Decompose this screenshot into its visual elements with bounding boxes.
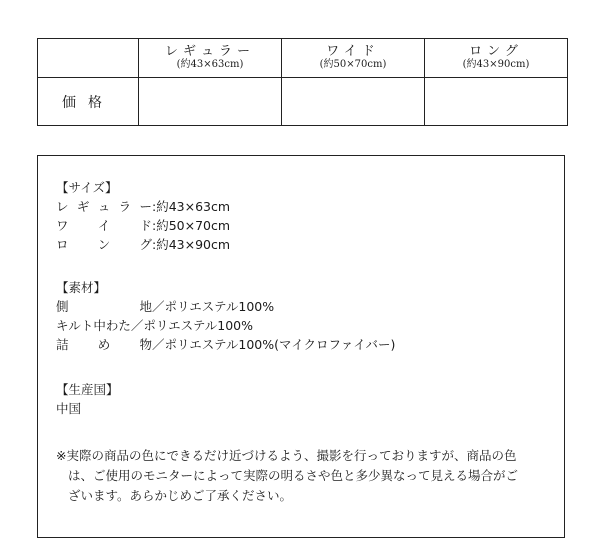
- note-line: ざいます。あらかじめご了承ください。: [68, 488, 293, 503]
- column-name: ロング: [469, 44, 523, 59]
- origin-value: 中国: [56, 401, 82, 416]
- size-heading: 【サイズ】: [56, 180, 118, 195]
- size-value: :約43×63cm: [152, 199, 231, 214]
- price-cell-long: [425, 78, 568, 126]
- size-value: :約43×90cm: [152, 237, 231, 252]
- disclaimer-note: [56, 446, 556, 506]
- material-row: [56, 297, 395, 316]
- size-section: [56, 178, 230, 254]
- column-header-wide: [282, 39, 425, 78]
- table-header-row: [38, 39, 568, 78]
- column-header-long: [425, 39, 568, 78]
- column-header-regular: [139, 39, 282, 78]
- table-corner-cell: [38, 39, 139, 78]
- price-cell-wide: [282, 78, 425, 126]
- material-label: 側 地: [56, 299, 152, 314]
- column-name: ワイド: [326, 44, 380, 59]
- material-section: [56, 278, 395, 354]
- size-label: ワ イ ド: [56, 218, 152, 233]
- price-cell-regular: [139, 78, 282, 126]
- size-value: :約50×70cm: [152, 218, 231, 233]
- material-heading: 【素材】: [56, 280, 107, 295]
- size-row: [56, 197, 230, 216]
- note-line: ※実際の商品の色にできるだけ近づけるよう、撮影を行っておりますが、商品の色: [56, 448, 517, 463]
- size-row: [56, 235, 230, 254]
- column-name: レギュラー: [164, 44, 255, 59]
- material-row: [56, 316, 395, 335]
- origin-section: [56, 380, 119, 418]
- material-value: ／ポリエステル100%(マイクロファイバー): [152, 337, 396, 352]
- price-table: [37, 38, 568, 126]
- column-size: (約43×63cm): [176, 59, 244, 70]
- origin-heading: 【生産国】: [56, 382, 119, 397]
- price-row-label: 価格: [38, 78, 139, 126]
- spec-box: [37, 155, 565, 538]
- material-value: ／ポリエステル100%: [130, 318, 254, 333]
- material-label: 詰 め 物: [56, 337, 152, 352]
- size-row: [56, 216, 230, 235]
- material-row: [56, 335, 395, 354]
- column-size: (約43×90cm): [462, 59, 530, 70]
- size-label: ロ ン グ: [56, 237, 152, 252]
- size-label: レ ギ ュ ラ ー: [56, 199, 152, 214]
- column-size: (約50×70cm): [319, 59, 387, 70]
- note-line: は、ご使用のモニターによって実際の明るさや色と多少異なって見える場合がご: [68, 468, 519, 483]
- table-row: [38, 78, 568, 126]
- material-value: ／ポリエステル100%: [152, 299, 275, 314]
- material-label: キルト中わた: [56, 318, 131, 333]
